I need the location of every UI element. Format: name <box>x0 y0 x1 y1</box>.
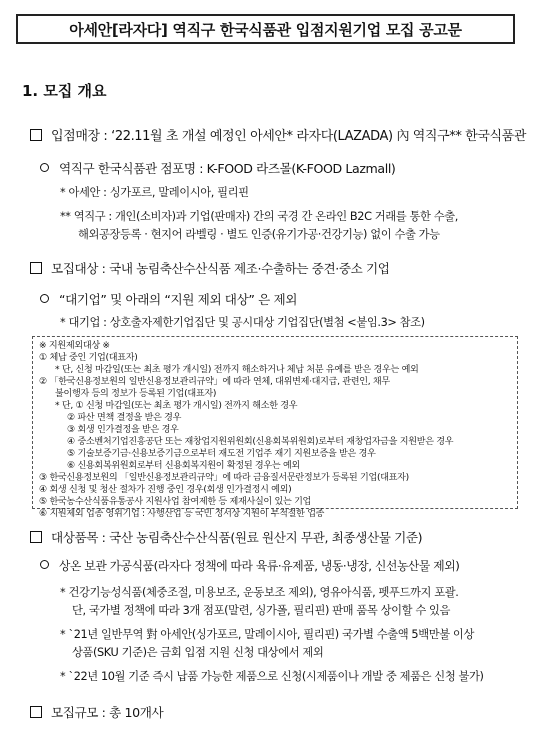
store-name: 역직구 한국식품관 점포명 : K-FOOD 라즈몰(K-FOOD Lazmall) <box>59 161 396 176</box>
cross-border-note-2: 해외공장등록 · 현지어 라벨링 · 별도 인증(유기가공·건강기능) 없이 수출 가능 <box>78 228 440 241</box>
target-text: 모집대상 : 국내 농림축산수산식품 제조·수출하는 중견·중소 기업 <box>51 261 390 276</box>
circle-bullet-icon <box>40 560 49 569</box>
asean-note: * 아세안 : 싱가포르, 말레이시아, 필리핀 <box>60 186 249 199</box>
exclusion-text: “대기업” 및 아래의 “지원 제외 대상” 은 제외 <box>59 292 297 307</box>
square-bullet-icon <box>30 706 42 718</box>
note-line: ⑥ 신용회복위원회로부터 신용회복지원이 확정된 경우는 예외 <box>67 461 300 471</box>
note-line: ※ 지원제외대상 ※ <box>39 341 110 351</box>
exclusion-notes-box <box>32 336 518 519</box>
note-line: ③ 회생 인가결정을 받은 경우 <box>67 425 179 435</box>
items-sub-line <box>40 557 459 574</box>
circle-bullet-icon <box>40 294 49 303</box>
items-note-1a: * 건강기능성식품(체중조절, 미용보조, 운동보조 제외), 영유아식품, 펫푸드까지 포괄. <box>60 586 459 599</box>
square-bullet-icon <box>30 531 42 543</box>
note-line: ④ 회생 신청 및 청산 절차가 진행 중인 경우(회생 인가결정시 예외) <box>39 485 292 495</box>
items-note-3: * `22년 10월 기준 즉시 납품 가능한 제품으로 신청(시제품이나 개발 중 제품은 신청 불가) <box>60 670 484 683</box>
venue-text: ‘22.11월 초 개설 예정인 아세안* 라자다(LAZADA) 內 역직구** 한국식품관 <box>111 129 526 144</box>
page-title: 아세안[라자다] 역직구 한국식품관 입점지원기업 모집 공고문 <box>16 14 515 44</box>
note-line: ⑥ 지원제외 업종 영위기업 : 사행산업 등 국민 정서상 지원이 부적절한 업종 <box>39 509 325 519</box>
scale-line <box>30 702 163 721</box>
venue-line <box>30 125 526 144</box>
items-note-2a: * `21년 일반무역 對 아세안(싱가포르, 말레이시아, 필리핀) 국가별 수출액 5백만불 이상 <box>60 628 474 641</box>
note-line: ⑤ 기술보증기금·신용보증기금으로부터 재도전 기업주 재기 지원보증을 받은 경우 <box>67 449 376 459</box>
note-line: ① 체납 중인 기업(대표자) <box>39 353 138 363</box>
items-line <box>30 527 422 546</box>
items-note-2b: 상품(SKU 기준)은 금회 입점 지원 신청 대상에서 제외 <box>72 646 324 659</box>
scale-text: 모집규모 : 총 10개사 <box>51 705 164 720</box>
note-line: * 단, ① 신청 마감일(또는 최초 평가 개시일) 전까지 해소한 경우 <box>55 401 298 411</box>
large-corp-note: * 대기업 : 상호출자제한기업집단 및 공시대상 기업집단(별첨 <붙임.3> 참조) <box>60 316 425 329</box>
items-sub: 상온 보관 가공식품(라자다 정책에 따라 육류·유제품, 냉동·냉장, 신선농산물 제외) <box>59 559 460 573</box>
note-line: ⑤ 한국농수산식품유통공사 지원사업 참여제한 등 제재사실이 있는 기업 <box>39 497 312 507</box>
note-line: * 단, 신청 마감일(또는 최초 평가 개시일) 전까지 해소하거나 체납 처분 유예를 받은 경우는 예외 <box>55 365 419 375</box>
target-line <box>30 258 390 277</box>
note-line: ③ 한국신용정보원의 「일반신용정보관리규약」에 따라 금융질서문란정보가 등록된 기업(대표자) <box>39 473 409 483</box>
circle-bullet-icon <box>40 163 49 172</box>
note-line: ② 파산 면책 결정을 받은 경우 <box>67 413 182 423</box>
exclusion-line <box>40 289 297 308</box>
note-line: ② 「한국신용정보원의 일반신용정보관리규약」에 따라 연체, 대위변제·대지급, 관련인, 채무 <box>39 377 390 387</box>
items-note-1b: 단, 국가별 정책에 따라 3개 점포(말련, 싱가폴, 필리핀) 판매 품목 상이할 수 있음 <box>72 604 451 617</box>
store-name-line <box>40 158 395 177</box>
venue-label: 입점매장 : <box>51 129 108 144</box>
square-bullet-icon <box>30 129 42 141</box>
cross-border-note-1: ** 역직구 : 개인(소비자)과 기업(판매자) 간의 국경 간 온라인 B2C 거래를 통한 수출, <box>60 210 458 223</box>
note-line: 불이행자 등의 정보가 등록된 기업(대표자) <box>55 389 217 399</box>
note-line: ④ 중소벤처기업진흥공단 또는 재창업지원위원회(신용회복위원회)로부터 재창업자금을 지원받은 경우 <box>67 437 454 447</box>
section-heading: 1. 모집 개요 <box>22 82 107 100</box>
items-text: 대상품목 : 국산 농림축산수산식품(원료 원산지 무관, 최종생산물 기준) <box>51 530 423 545</box>
square-bullet-icon <box>30 262 42 274</box>
